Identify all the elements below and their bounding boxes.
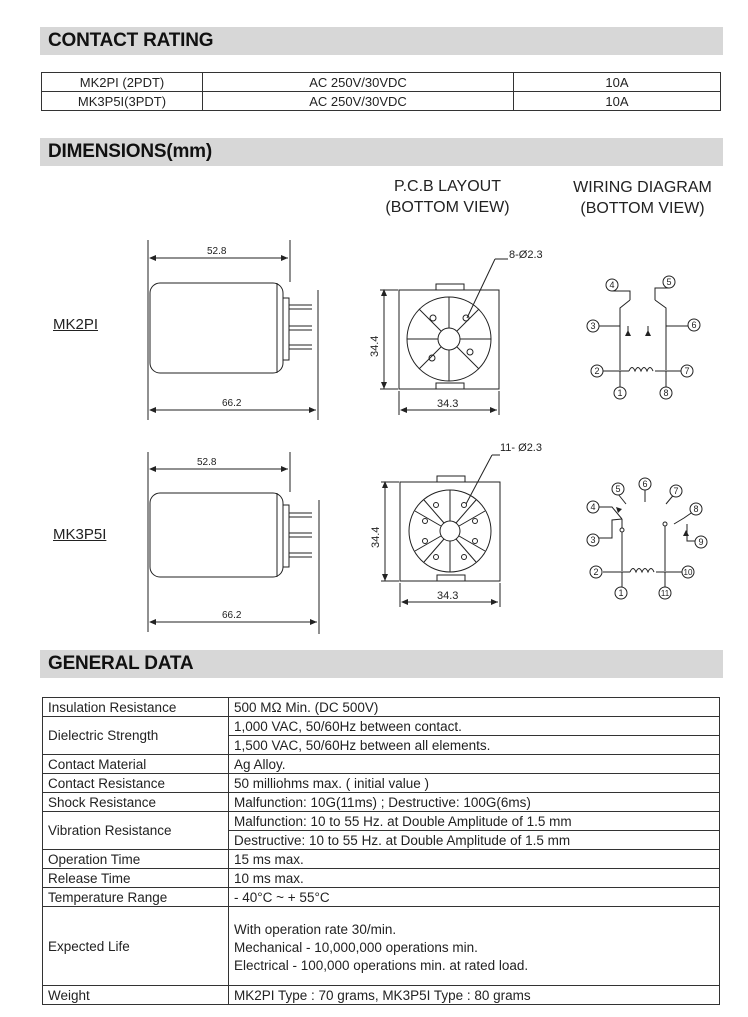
spec-label: Temperature Range xyxy=(43,888,229,907)
life-line: With operation rate 30/min. xyxy=(234,922,397,937)
table-row xyxy=(43,774,720,793)
mk3p5i-length-label: 66.2 xyxy=(222,610,242,621)
terminal-label: 7 xyxy=(684,366,690,376)
pcb-title-line: P.C.B LAYOUT xyxy=(394,178,501,195)
contact-rating-header: CONTACT RATING xyxy=(40,27,723,55)
mk3p5i-pcb-layout xyxy=(381,455,500,607)
table-row xyxy=(43,755,720,774)
mk2pi-width-label: 52.8 xyxy=(207,246,227,257)
life-line: Mechanical - 10,000,000 operations min. xyxy=(234,940,478,955)
spec-label: Contact Material xyxy=(43,755,229,774)
mk2pi-pcb-width: 34.3 xyxy=(437,398,459,410)
terminal-label: 10 xyxy=(683,568,693,577)
terminal-label: 2 xyxy=(594,366,600,376)
mk3p5i-pcb-height: 34.4 xyxy=(370,526,382,548)
table-row xyxy=(43,888,720,907)
spec-label: Weight xyxy=(43,986,229,1005)
table-row xyxy=(43,698,720,717)
terminal-label: 8 xyxy=(693,504,699,514)
current-cell: 10A xyxy=(514,73,721,92)
terminal-label: 4 xyxy=(590,502,596,512)
spec-value: 50 milliohms max. ( initial value ) xyxy=(229,774,720,793)
terminal-label: 11 xyxy=(660,589,670,598)
model-label-mk2pi: MK2PI xyxy=(53,316,99,333)
terminal-label: 3 xyxy=(590,535,596,545)
mk2pi-pcb-height: 34.4 xyxy=(369,335,381,357)
spec-value: 1,500 VAC, 50/60Hz between all elements. xyxy=(229,736,720,755)
table-row xyxy=(43,869,720,888)
model-label-mk3p5i: MK3P5I xyxy=(53,526,107,543)
terminal-label: 4 xyxy=(609,280,615,290)
terminal-label: 5 xyxy=(666,277,672,287)
mk2pi-pcb-layout xyxy=(380,259,508,415)
general-data-table xyxy=(42,697,720,1005)
mk2pi-wiring-diagram xyxy=(598,288,689,388)
spec-label: Shock Resistance xyxy=(43,793,229,812)
terminal-label: 3 xyxy=(590,321,596,331)
mk3p5i-hole-spec: 11- Ø2.3 xyxy=(500,442,542,454)
terminal-label: 1 xyxy=(617,388,623,398)
dimensions-header: DIMENSIONS(mm) xyxy=(40,138,723,166)
table-row xyxy=(43,717,720,736)
table-row xyxy=(43,907,720,986)
spec-value: MK2PI Type : 70 grams, MK3P5I Type : 80 grams xyxy=(229,986,720,1005)
spec-label: Dielectric Strength xyxy=(43,717,229,755)
model-cell: MK3P5I(3PDT) xyxy=(42,92,203,111)
terminal-label: 6 xyxy=(691,320,697,330)
terminal-label: 2 xyxy=(593,567,599,577)
table-row xyxy=(43,793,720,812)
mk2pi-length-label: 66.2 xyxy=(222,398,242,409)
spec-label: Operation Time xyxy=(43,850,229,869)
spec-label: Insulation Resistance xyxy=(43,698,229,717)
table-row xyxy=(43,812,720,831)
spec-value: 15 ms max. xyxy=(229,850,720,869)
spec-value xyxy=(229,907,720,986)
wiring-title-line: WIRING DIAGRAM xyxy=(573,179,712,196)
spec-value: 500 MΩ Min. (DC 500V) xyxy=(229,698,720,717)
relay-body xyxy=(150,493,283,577)
terminal-label: 6 xyxy=(642,479,648,489)
voltage-cell: AC 250V/30VDC xyxy=(203,92,514,111)
life-line: Electrical - 100,000 operations min. at rated load. xyxy=(234,958,529,973)
table-row xyxy=(43,986,720,1005)
current-cell: 10A xyxy=(514,92,721,111)
wiring-title-line: (BOTTOM VIEW) xyxy=(580,200,705,217)
terminal-label: 7 xyxy=(673,486,679,496)
general-data-header: GENERAL DATA xyxy=(40,650,723,678)
spec-value: Ag Alloy. xyxy=(229,755,720,774)
spec-label: Release Time xyxy=(43,869,229,888)
model-cell: MK2PI (2PDT) xyxy=(42,73,203,92)
terminal-label: 5 xyxy=(615,484,621,494)
voltage-cell: AC 250V/30VDC xyxy=(203,73,514,92)
terminal-label: 9 xyxy=(698,537,704,547)
mk3p5i-side-view xyxy=(148,452,319,634)
spec-label: Expected Life xyxy=(43,907,229,986)
table-row xyxy=(43,850,720,869)
pcb-title-line: (BOTTOM VIEW) xyxy=(385,199,510,216)
mk2pi-side-view xyxy=(148,240,318,420)
spec-value: - 40°C ~ + 55°C xyxy=(229,888,720,907)
spec-value: 1,000 VAC, 50/60Hz between contact. xyxy=(229,717,720,736)
terminal-label: 1 xyxy=(618,588,624,598)
spec-value: Destructive: 10 to 55 Hz. at Double Amplitude of 1.5 mm xyxy=(229,831,720,850)
spec-value: Malfunction: 10 to 55 Hz. at Double Amplitude of 1.5 mm xyxy=(229,812,720,831)
relay-body xyxy=(150,283,283,373)
spec-value: Malfunction: 10G(11ms) ; Destructive: 100G(6ms) xyxy=(229,793,720,812)
spec-label: Vibration Resistance xyxy=(43,812,229,850)
mk3p5i-pcb-width: 34.3 xyxy=(437,590,459,602)
spec-value: 10 ms max. xyxy=(229,869,720,888)
mk2pi-hole-spec: 8-Ø2.3 xyxy=(509,249,543,261)
spec-label: Contact Resistance xyxy=(43,774,229,793)
mk3p5i-width-label: 52.8 xyxy=(197,457,217,468)
terminal-label: 8 xyxy=(663,388,669,398)
